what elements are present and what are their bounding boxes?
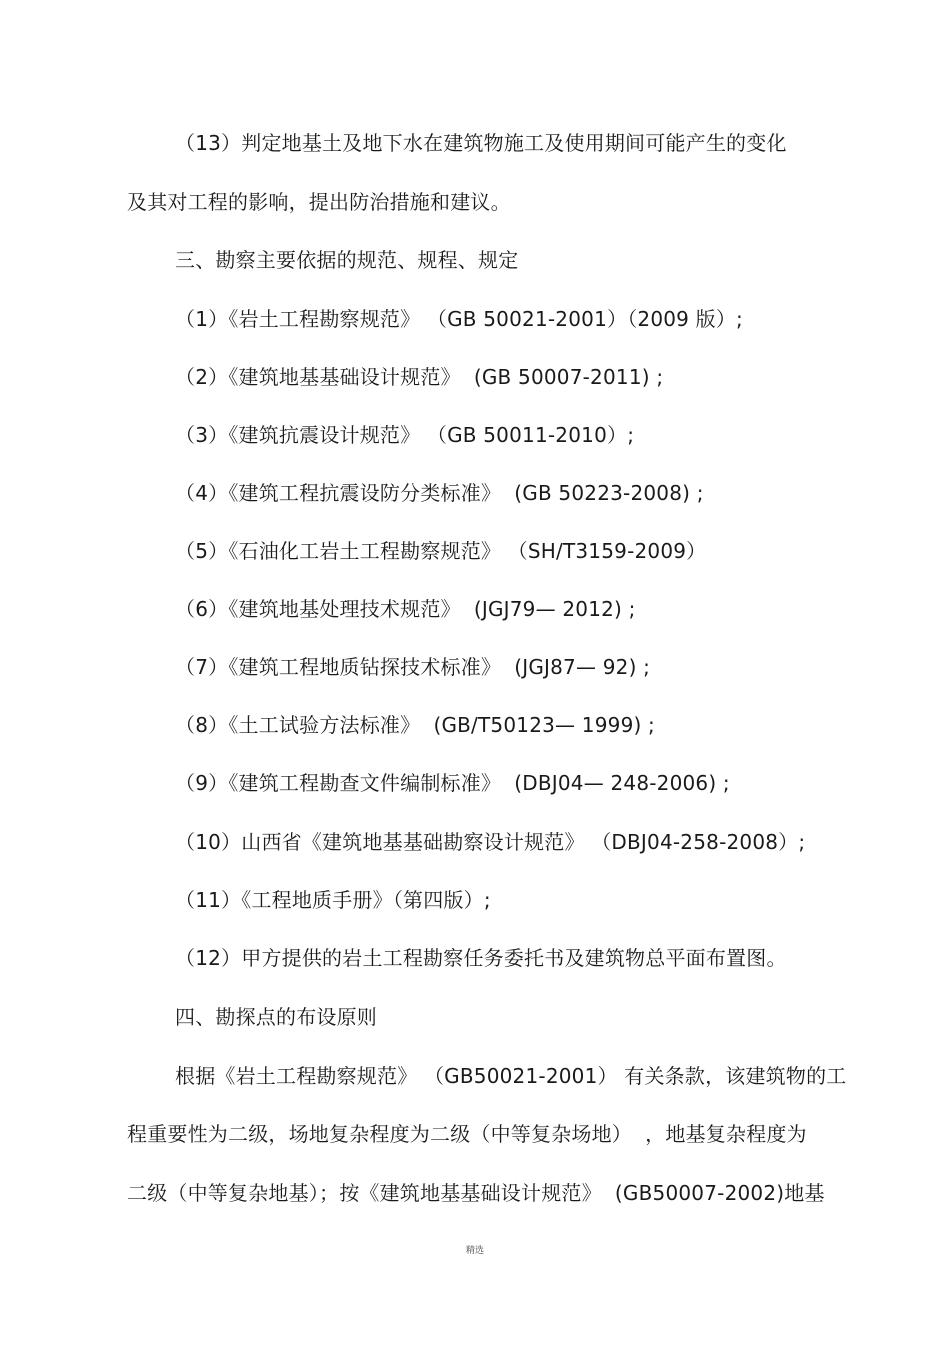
reference-item-7: （7）《建筑工程地质钻探技术标准》 (JGJ87— 92) ; [175,655,651,679]
reference-item-9: （9）《建筑工程勘查文件编制标准》 (DBJ04— 248-2006) ; [175,771,730,795]
reference-item-3: （3）《建筑抗震设计规范》 （GB 50011-2010）; [175,423,635,447]
paragraph-line-13-cont: （13）判定地基土及地下水在建筑物施工及使用期间可能产生的变化 [175,131,787,155]
reference-item-4: （4）《建筑工程抗震设防分类标准》 (GB 50223-2008) ; [175,481,704,505]
body-paragraph-line-2: 程重要性为二级，场地复杂程度为二级（中等复杂场地） ，地基复杂程度为 [127,1122,807,1146]
section-heading-3: 三、勘察主要依据的规范、规程、规定 [175,248,519,272]
reference-item-12: （12）甲方提供的岩土工程勘察任务委托书及建筑物总平面布置图。 [175,946,787,970]
paragraph-line-13-end: 及其对工程的影响，提出防治措施和建议。 [127,190,511,214]
reference-item-6: （6）《建筑地基处理技术规范》 (JGJ79— 2012) ; [175,597,636,621]
reference-item-2: （2）《建筑地基基础设计规范》 (GB 50007-2011) ; [175,365,664,389]
body-paragraph-line-1: 根据《岩土工程勘察规范》 （GB50021-2001） 有关条款，该建筑物的工 [175,1064,847,1088]
reference-item-8: （8）《土工试验方法标准》 (GB/T50123— 1999) ; [175,713,655,737]
reference-item-11: （11）《工程地质手册》（第四版）; [175,888,491,912]
reference-item-10: （10）山西省《建筑地基基础勘察设计规范》 （DBJ04-258-2008）; [175,830,806,854]
page-footer: 精选 [465,1246,484,1256]
reference-item-1: （1）《岩土工程勘察规范》 （GB 50021-2001）（2009 版）; [175,307,743,331]
body-paragraph-line-3: 二级（中等复杂地基）；按《建筑地基基础设计规范》 (GB50007-2002)地基 [127,1181,825,1205]
section-heading-4: 四、勘探点的布设原则 [175,1005,377,1029]
reference-item-5: （5）《石油化工岩土工程勘察规范》 （SH/T3159-2009） [175,539,707,563]
